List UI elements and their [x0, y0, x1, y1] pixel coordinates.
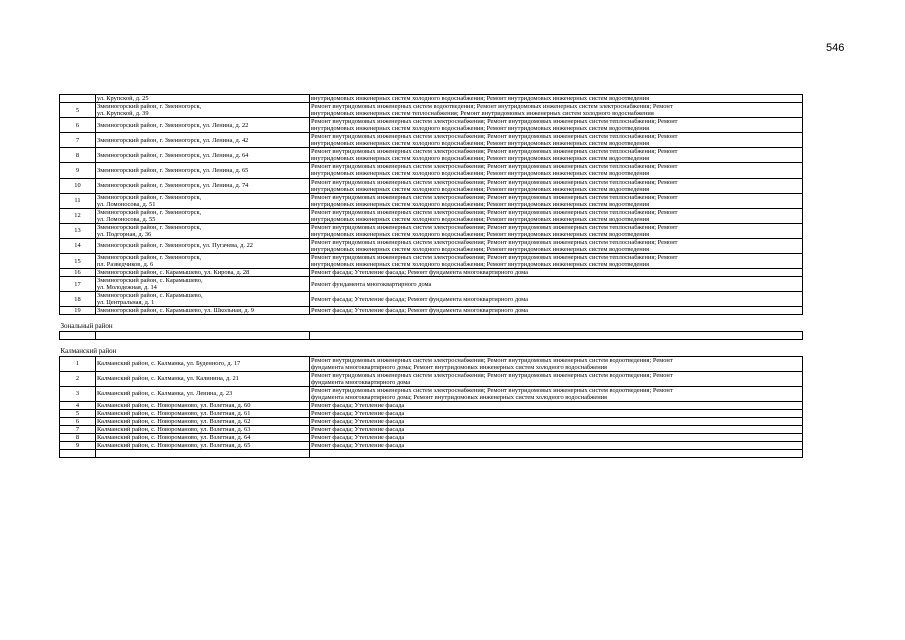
works-cell — [310, 410, 803, 418]
address-cell — [96, 148, 310, 163]
address-cell — [96, 410, 310, 418]
row-number: 18 — [60, 292, 96, 307]
address-line: Калманский район, с. Новороманово, ул. Взлетная, д. 65 — [97, 442, 251, 450]
table-footer — [60, 450, 803, 458]
row-number: 10 — [60, 178, 96, 193]
works-line: внутридомовых инженерных систем холодного водоснабжения; Ремонт внутридомовых инженерных систем водоотведения — [311, 261, 650, 269]
empty-cell — [60, 450, 96, 458]
address-line: Калманский район, с. Калманка, ул. Буденного, д. 17 — [97, 360, 241, 368]
table-row — [60, 208, 803, 223]
works-line: внутридомовых инженерных систем холодного водоснабжения; Ремонт внутридомовых инженерных систем водоотведения — [311, 155, 650, 163]
row-number: 5 — [60, 103, 96, 118]
table-row — [60, 307, 803, 315]
table-row — [60, 356, 803, 371]
table-row — [60, 148, 803, 163]
row-number: 8 — [60, 434, 96, 442]
address-line: Змеиногорский район, г. Змеиногорск, — [97, 208, 202, 216]
works-line: Ремонт внутридомовых инженерных систем электроснабжения; Ремонт внутридомовых инженерных систем теплоснабжения; Ремонт — [311, 193, 678, 201]
works-line: Ремонт фундамента многоквартирного дома — [311, 280, 432, 288]
row-number: 17 — [60, 277, 96, 292]
address-cell — [96, 434, 310, 442]
address-line: Калманский район, с. Калманка, ул. Калинина, д. 21 — [97, 375, 239, 383]
address-cell — [96, 253, 310, 268]
works-line: внутридомовых инженерных систем холодного водоснабжения; Ремонт внутридомовых инженерных систем водоотведения — [311, 170, 650, 178]
row-number: 5 — [60, 410, 96, 418]
works-line: Ремонт фасада; Утепление фасада; Ремонт фундамента многоквартирного дома — [311, 269, 528, 277]
works-cell — [310, 163, 803, 178]
works-line: внутридомовых инженерных систем холодного водоснабжения; Ремонт внутридомовых инженерных систем водоотведения — [311, 215, 650, 223]
row-number: 8 — [60, 148, 96, 163]
works-line: внутридомовых инженерных систем холодного водоснабжения; Ремонт внутридомовых инженерных систем водоотведения — [311, 200, 650, 208]
row-number: 13 — [60, 223, 96, 238]
address-line: Калманский район, с. Новороманово, ул. Взлетная, д. 61 — [97, 410, 251, 418]
works-cell — [310, 277, 803, 292]
works-line: Ремонт фасада; Утепление фасада — [311, 402, 405, 410]
works-cell — [310, 148, 803, 163]
works-line: Ремонт фасада; Утепление фасада — [311, 426, 405, 434]
works-cell — [310, 269, 803, 277]
row-number — [60, 95, 96, 103]
table-section-zonal — [60, 315, 803, 356]
table-row — [60, 95, 803, 103]
address-cell — [96, 292, 310, 307]
works-line: Ремонт фасада; Утепление фасада — [311, 410, 405, 418]
address-line: ул. Ломоносова, д. 55 — [97, 215, 156, 223]
address-cell — [96, 118, 310, 133]
works-line: Ремонт фасада; Утепление фасада — [311, 418, 405, 426]
address-line: Калманский район, с. Новороманово, ул. Взлетная, д. 62 — [97, 418, 251, 426]
address-line: Змеиногорский район, г. Змеиногорск, ул. Ленина, д. 64 — [97, 151, 249, 159]
works-cell — [310, 178, 803, 193]
works-line: Ремонт внутридомовых инженерных систем электроснабжения; Ремонт внутридомовых инженерных систем теплоснабжения; Ремонт — [311, 178, 678, 186]
address-cell — [96, 277, 310, 292]
address-line: ул. Крупской, д. 39 — [97, 110, 149, 118]
row-number: 16 — [60, 269, 96, 277]
address-line: Калманский район, с. Новороманово, ул. Взлетная, д. 63 — [97, 426, 251, 434]
address-cell — [96, 178, 310, 193]
row-number: 14 — [60, 238, 96, 253]
address-line: Калманский район, с. Новороманово, ул. Взлетная, д. 60 — [97, 402, 251, 410]
row-number: 1 — [60, 356, 96, 371]
address-line: Змеиногорский район, г. Змеиногорск, — [97, 103, 202, 111]
address-line: ул. Подгорная, д. 36 — [97, 230, 152, 238]
address-line: Змеиногорский район, г. Змеиногорск, ул. Ленина, д. 22 — [97, 121, 249, 129]
works-line: Ремонт фасада; Утепление фасада — [311, 434, 405, 442]
address-cell — [96, 307, 310, 315]
address-cell — [96, 103, 310, 118]
works-line: Ремонт фасада; Утепление фасада; Ремонт фундамента многоквартирного дома — [311, 307, 528, 315]
row-number: 6 — [60, 418, 96, 426]
works-line: Ремонт внутридомовых инженерных систем электроснабжения; Ремонт внутридомовых инженерных систем теплоснабжения; Ремонт — [311, 133, 678, 141]
address-line: Змеиногорский район, с. Карамышево, — [97, 277, 203, 285]
works-cell — [310, 371, 803, 386]
works-line: внутридомовых инженерных систем холодного водоснабжения; Ремонт внутридомовых инженерных систем водоотведения — [311, 95, 650, 102]
empty-cell — [310, 332, 803, 340]
address-line: Змеиногорский район, г. Змеиногорск, — [97, 223, 202, 231]
row-number: 3 — [60, 386, 96, 401]
table-row — [60, 178, 803, 193]
address-line: Змеиногорский район, с. Карамышево, ул. Школьная, д. 9 — [97, 307, 254, 315]
address-line: Змеиногорский район, г. Змеиногорск, — [97, 193, 202, 201]
table-body-kalmansky — [60, 356, 803, 450]
works-cell — [310, 356, 803, 371]
address-cell — [96, 442, 310, 450]
empty-cell — [310, 450, 803, 458]
address-cell — [96, 371, 310, 386]
row-number: 9 — [60, 163, 96, 178]
row-number: 9 — [60, 442, 96, 450]
works-cell — [310, 292, 803, 307]
table-row — [60, 434, 803, 442]
address-line: Змеиногорский район, г. Змеиногорск, ул. Ленина, д. 42 — [97, 136, 249, 144]
works-cell — [310, 208, 803, 223]
empty-cell — [96, 450, 310, 458]
table-row — [60, 402, 803, 410]
row-number: 19 — [60, 307, 96, 315]
table-row — [60, 223, 803, 238]
address-cell — [96, 163, 310, 178]
works-cell — [310, 118, 803, 133]
works-line: внутридомовых инженерных систем холодного водоснабжения; Ремонт внутридомовых инженерных систем водоотведения — [311, 185, 650, 193]
address-line: Калманский район, с. Калманка, ул. Ленина, д. 23 — [97, 390, 233, 398]
address-line: Калманский район, с. Новороманово, ул. Взлетная, д. 64 — [97, 434, 251, 442]
works-cell — [310, 95, 803, 103]
table-row — [60, 442, 803, 450]
address-cell — [96, 193, 310, 208]
table-row — [60, 133, 803, 148]
address-cell — [96, 426, 310, 434]
address-cell — [96, 95, 310, 103]
section-heading-zonal: Зональный район — [60, 322, 113, 331]
works-line: внутридомовых инженерных систем холодного водоснабжения; Ремонт внутридомовых инженерных систем водоотведения — [311, 125, 650, 133]
address-cell — [96, 418, 310, 426]
table-row — [60, 193, 803, 208]
works-line: Ремонт внутридомовых инженерных систем электроснабжения; Ремонт внутридомовых инженерных систем теплоснабжения; Ремонт — [311, 163, 678, 171]
works-line: Ремонт внутридомовых инженерных систем водоотведения; Ремонт внутридомовых инженерных систем электроснабжения; Ремонт — [311, 103, 673, 111]
section-heading-kalmansky: Калманский район — [60, 347, 117, 356]
works-line: Ремонт фасада; Утепление фасада — [311, 442, 405, 450]
address-cell — [96, 238, 310, 253]
table-row — [60, 269, 803, 277]
works-cell — [310, 193, 803, 208]
table-row — [60, 277, 803, 292]
works-cell — [310, 386, 803, 401]
works-line: Ремонт внутридомовых инженерных систем электроснабжения; Ремонт внутридомовых инженерных систем теплоснабжения; Ремонт — [311, 238, 678, 246]
address-line: пл. Разведчиков, д. 6 — [97, 261, 154, 269]
address-line: ул. Крупской, д. 25 — [97, 95, 149, 102]
works-line: Ремонт внутридомовых инженерных систем электроснабжения; Ремонт внутридомовых инженерных систем теплоснабжения; Ремонт — [311, 118, 678, 126]
works-line: Ремонт фасада; Утепление фасада; Ремонт фундамента многоквартирного дома — [311, 295, 528, 303]
works-cell — [310, 238, 803, 253]
table-body-zmeinogorsk — [60, 95, 803, 315]
empty-cell — [60, 332, 96, 340]
works-line: фундамента многоквартирного дома; Ремонт внутридомовых инженерных систем холодного водоснабжения — [311, 393, 607, 401]
empty-cell — [96, 332, 310, 340]
works-cell — [310, 426, 803, 434]
row-number: 6 — [60, 118, 96, 133]
table-row — [60, 103, 803, 118]
works-line: Ремонт внутридомовых инженерных систем электроснабжения; Ремонт внутридомовых инженерных систем водоотведения; Ремонт — [311, 356, 673, 364]
works-line: Ремонт внутридомовых инженерных систем электроснабжения; Ремонт внутридомовых инженерных систем теплоснабжения; Ремонт — [311, 208, 678, 216]
table-row — [60, 410, 803, 418]
table-row — [60, 238, 803, 253]
works-cell — [310, 307, 803, 315]
table-row — [60, 163, 803, 178]
row-number: 4 — [60, 402, 96, 410]
row-number: 12 — [60, 208, 96, 223]
address-line: ул. Молодежная, д. 14 — [97, 284, 157, 292]
works-line: внутридомовых инженерных систем холодного водоснабжения; Ремонт внутридомовых инженерных систем водоотведения — [311, 245, 650, 253]
table-row — [60, 292, 803, 307]
address-line: Змеиногорский район, г. Змеиногорск, ул. Ленина, д. 65 — [97, 166, 249, 174]
works-cell — [310, 442, 803, 450]
address-cell — [96, 133, 310, 148]
table-row — [60, 118, 803, 133]
table-row — [60, 253, 803, 268]
works-cell — [310, 103, 803, 118]
works-line: внутридомовых инженерных систем холодного водоснабжения; Ремонт внутридомовых инженерных систем водоотведения — [311, 230, 650, 238]
works-line: Ремонт внутридомовых инженерных систем электроснабжения; Ремонт внутридомовых инженерных систем теплоснабжения; Ремонт — [311, 253, 678, 261]
works-line: фундамента многоквартирного дома; Ремонт внутридомовых инженерных систем холодного водоснабжения — [311, 363, 607, 371]
table-row — [60, 371, 803, 386]
address-line: Змеиногорский район, с. Карамышево, — [97, 292, 203, 300]
address-cell — [96, 223, 310, 238]
row-number: 7 — [60, 133, 96, 148]
works-line: фундамента многоквартирного дома — [311, 378, 411, 386]
works-cell — [310, 223, 803, 238]
address-cell — [96, 402, 310, 410]
table-row — [60, 418, 803, 426]
works-cell — [310, 434, 803, 442]
works-line: Ремонт внутридомовых инженерных систем электроснабжения; Ремонт внутридомовых инженерных систем водоотведения; Ремонт — [311, 386, 673, 394]
row-number: 7 — [60, 426, 96, 434]
works-cell — [310, 418, 803, 426]
works-line: Ремонт внутридомовых инженерных систем электроснабжения; Ремонт внутридомовых инженерных систем теплоснабжения; Ремонт — [311, 223, 678, 231]
works-line: Ремонт внутридомовых инженерных систем электроснабжения; Ремонт внутридомовых инженерных систем теплоснабжения; Ремонт — [311, 148, 678, 156]
works-line: Ремонт внутридомовых инженерных систем электроснабжения; Ремонт внутридомовых инженерных систем водоотведения; Ремонт — [311, 371, 673, 379]
repair-schedule-table — [59, 94, 803, 458]
row-number: 15 — [60, 253, 96, 268]
works-cell — [310, 253, 803, 268]
works-line: внутридомовых инженерных систем холодного водоснабжения; Ремонт внутридомовых инженерных систем водоотведения — [311, 140, 650, 148]
works-line: внутридомовых инженерных систем теплоснабжения; Ремонт внутридомовых инженерных систем холодного водоснабжения — [311, 110, 654, 118]
table-row — [60, 386, 803, 401]
address-cell — [96, 269, 310, 277]
row-number: 2 — [60, 371, 96, 386]
address-line: Змеиногорский район, г. Змеиногорск, ул. Ленина, д. 74 — [97, 182, 249, 190]
works-cell — [310, 402, 803, 410]
address-line: Змеиногорский район, с. Карамышево, ул. Кирова, д. 28 — [97, 269, 250, 277]
address-line: ул. Ломоносова, д. 51 — [97, 200, 156, 208]
table-row — [60, 426, 803, 434]
works-cell — [310, 133, 803, 148]
address-cell — [96, 386, 310, 401]
page-number: 546 — [826, 42, 845, 54]
address-cell — [96, 208, 310, 223]
address-cell — [96, 356, 310, 371]
row-number: 11 — [60, 193, 96, 208]
address-line: Змеиногорский район, г. Змеиногорск, — [97, 253, 202, 261]
address-line: ул. Центральная, д. 1 — [97, 299, 155, 307]
address-line: Змеиногорский район, г. Змеиногорск, ул. Пугачева, д. 22 — [97, 242, 253, 250]
